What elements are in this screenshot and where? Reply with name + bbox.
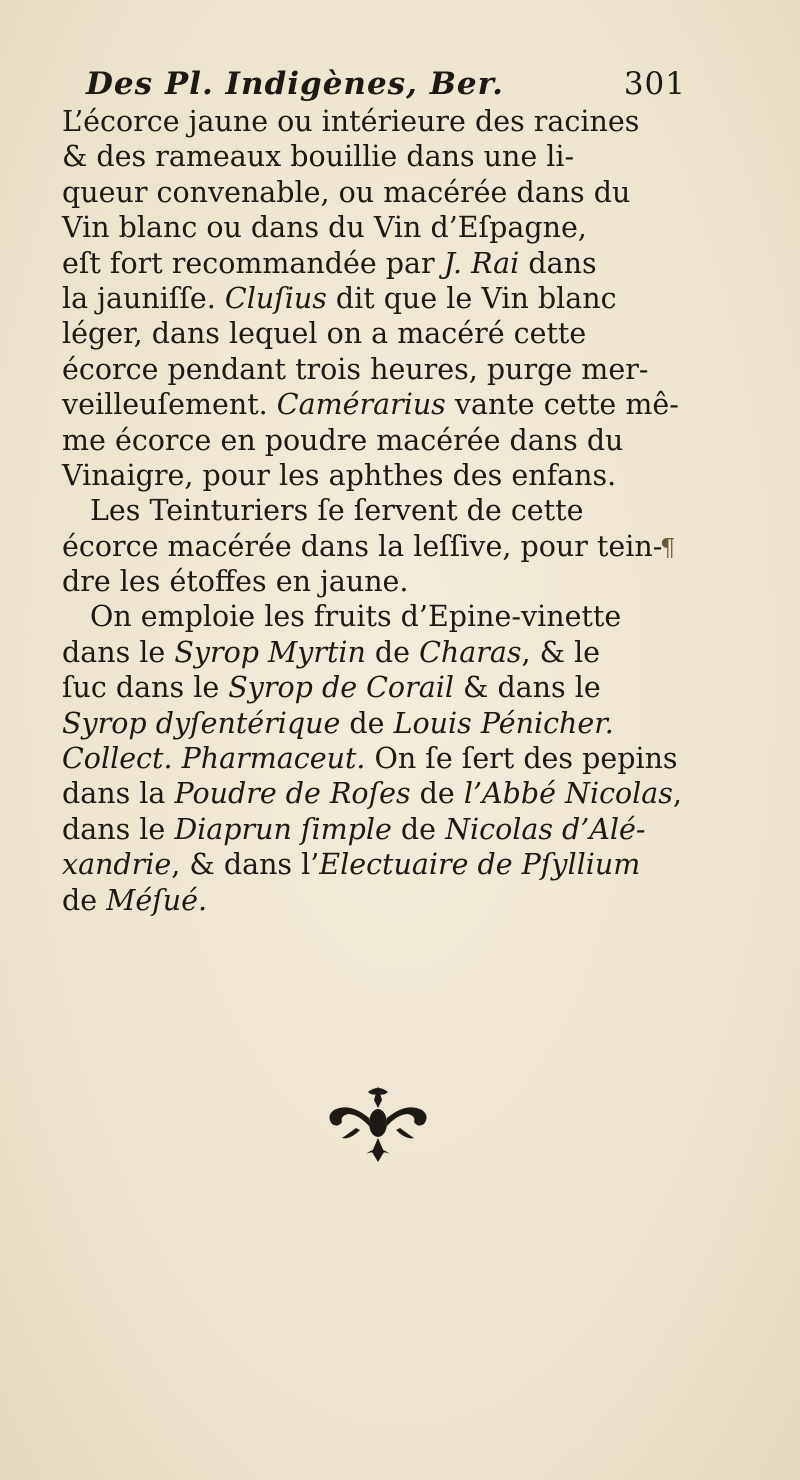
text-line: me écorce en poudre macérée dans du [62, 423, 624, 457]
text-line: écorce pendant trois heures, purge mer- [62, 352, 649, 386]
paragraph-mark: ¶ [660, 534, 676, 562]
text-line: veilleuſement. Camérarius vante cette mê- [62, 388, 679, 422]
running-head-title: Des Pl. Indigènes, Ber. [86, 66, 504, 102]
text-line: dre les étoffes en jaune. [62, 565, 409, 599]
text-line: Vinaigre, pour les aphthes des enfans. [62, 458, 617, 492]
text-line: la jauniſſe. Cluſius dit que le Vin blanc [62, 281, 617, 315]
body-text [62, 104, 702, 918]
text-line: xandrie, & dans l’Electuaire de Pſyllium [62, 848, 641, 882]
text-line: On emploie les fruits d’Epine-vinette [90, 600, 622, 634]
text-line: eſt fort recommandée par J. Rai dans [62, 246, 597, 280]
text-line: Les Teinturiers ſe ſervent de cette [90, 494, 584, 528]
text-line: L’écorce jaune ou intérieure des racines [62, 105, 640, 138]
text-line: dans la Poudre de Roſes de l’Abbé Nicolas, [62, 777, 682, 811]
text-line: Syrop dyſentérique de Louis Pénicher. [62, 706, 614, 740]
text-line: dans le Diaprun ſimple de Nicolas d’Alé- [62, 812, 646, 846]
text-line: dans le Syrop Myrtin de Charas, & le [62, 635, 601, 669]
page-number: 301 [623, 66, 686, 102]
text-line: queur convenable, ou macérée dans du [62, 175, 631, 209]
running-header [86, 66, 686, 106]
text-line: Vin blanc ou dans du Vin d’Eſpagne, [62, 211, 587, 245]
text-line: Collect. Pharmaceut. On ſe ſert des pepins [62, 742, 678, 776]
text-line: ſuc dans le Syrop de Corail & dans le [62, 671, 601, 705]
text-line: & des rameaux bouillie dans une li- [62, 140, 575, 174]
text-line: léger, dans lequel on a macéré cette [62, 317, 587, 351]
text-line: de Méſué. [62, 883, 208, 917]
text-line: écorce macérée dans la leſſive, pour tein- [62, 529, 663, 563]
floral-tailpiece-icon [320, 1082, 436, 1164]
